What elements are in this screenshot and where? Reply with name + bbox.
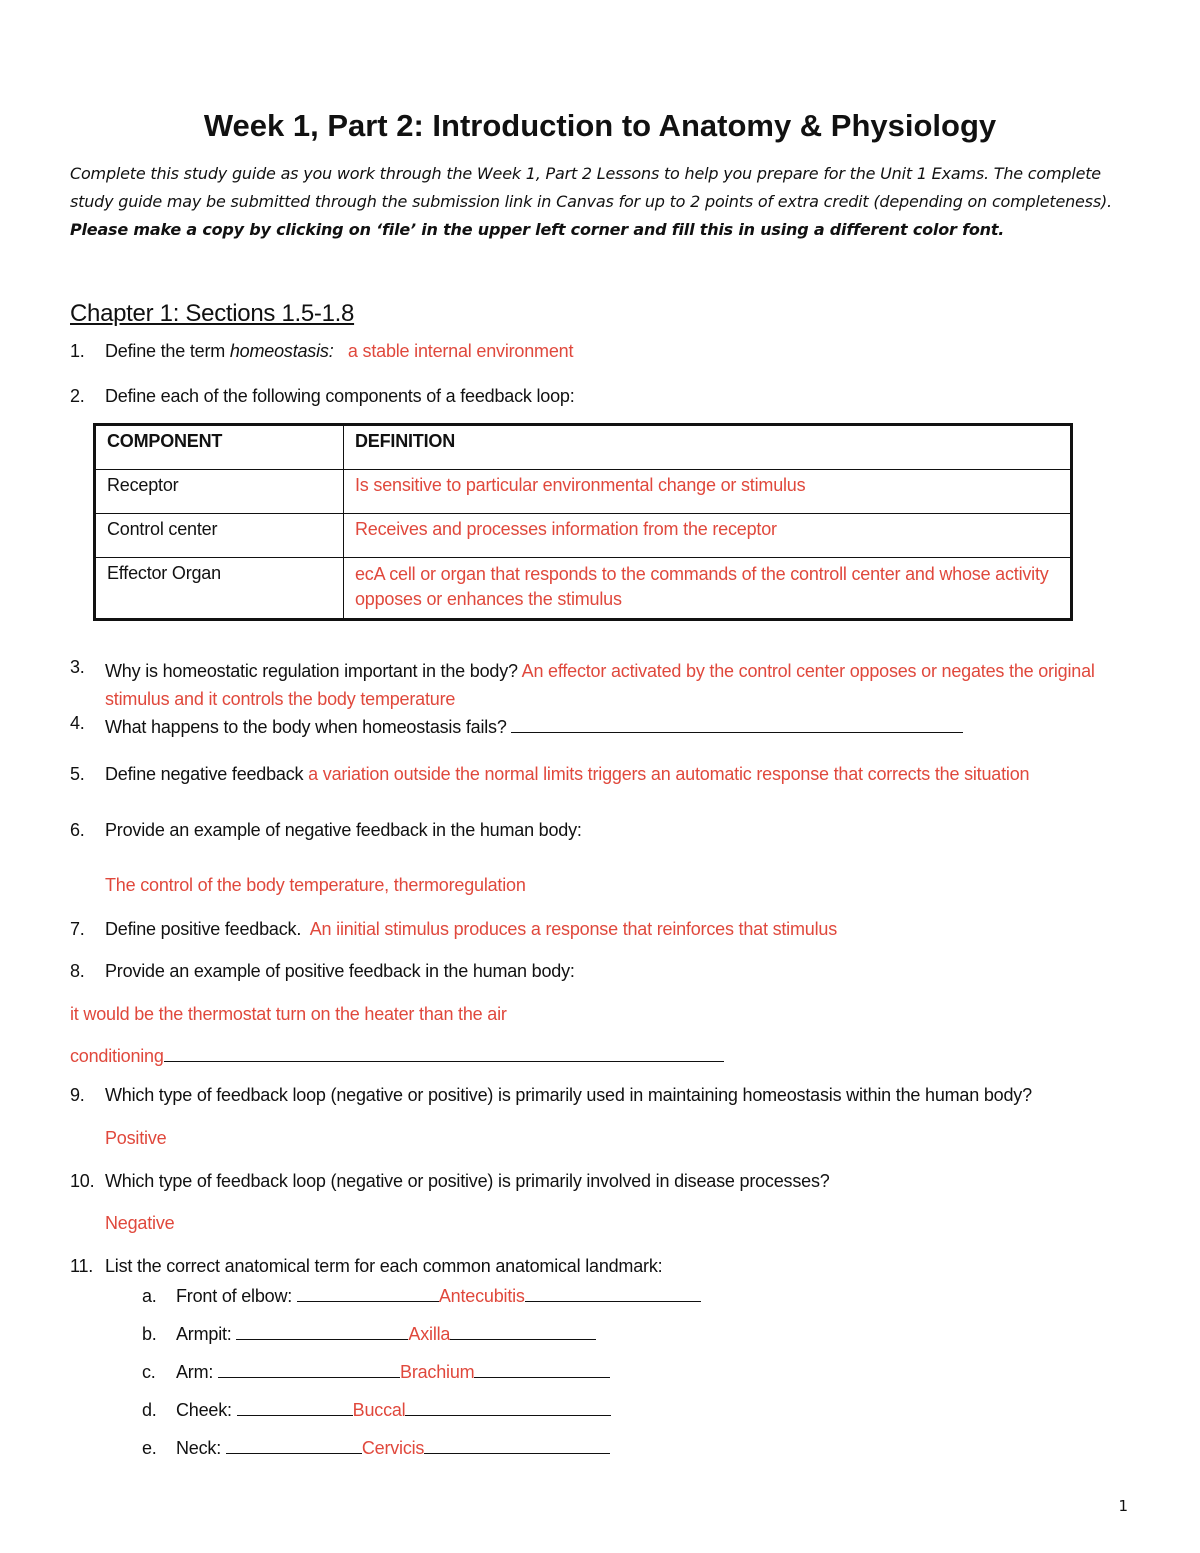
item-label: Armpit: [176, 1323, 232, 1344]
blank-answer-line [424, 1434, 610, 1454]
answer-text: it would be the thermostat turn on the heater than the air [70, 1004, 507, 1024]
question-number: 5. [70, 764, 85, 784]
answer-text: The control of the body temperature, thermoregulation [105, 875, 526, 895]
intro-instructions: Complete this study guide as you work through the Week 1, Part 2 Lessons to help you prepare for the Unit 1 Exams. The complete study guide may be submitted through the submission link in Canvas for up to 2 points of extra credit (depending on completeness). [70, 164, 1112, 211]
component-cell: Control center [95, 514, 344, 558]
item-letter: e. [142, 1437, 157, 1458]
question-number: 7. [70, 919, 85, 939]
answer-text: Brachium [400, 1361, 475, 1382]
question-number: 6. [70, 820, 85, 840]
question-prompt: What happens to the body when homeostasis fails? [105, 716, 507, 737]
definition-cell: Is sensitive to particular environmental change or stimulus [344, 470, 1072, 514]
answer-text: Antecubitis [438, 1285, 525, 1306]
answer-text: An effector activated by the control center opposes or negates the original stimulus and it controls the body temperature [105, 661, 1095, 709]
question-prompt: Provide an example of positive feedback in the human body: [105, 961, 575, 981]
question-prompt: Provide an example of negative feedback in the human body: [105, 820, 582, 840]
item-letter: d. [142, 1399, 157, 1420]
answer-text: a variation outside the normal limits triggers an automatic response that corrects the situation [308, 764, 1030, 784]
question-prompt: Define negative feedback [105, 764, 304, 784]
blank-answer-line [237, 1396, 353, 1416]
definition-cell: Receives and processes information from the receptor [344, 514, 1072, 558]
landmark-item-front-of-elbow [142, 1282, 701, 1307]
answer-text: conditioning [70, 1045, 164, 1066]
question-prompt: Define positive feedback. [105, 919, 302, 939]
blank-answer-line [218, 1358, 400, 1378]
item-letter: b. [142, 1323, 157, 1344]
blank-answer-line [525, 1282, 701, 1302]
question-number: 3. [70, 657, 85, 677]
answer-text: Axilla [408, 1323, 451, 1344]
item-label: Front of elbow: [176, 1285, 293, 1306]
component-cell: Effector Organ [95, 558, 344, 620]
landmark-item-cheek [142, 1396, 611, 1421]
question-prompt: Why is homeostatic regulation important in the body? [105, 661, 518, 681]
table-row [95, 514, 1072, 558]
column-header: COMPONENT [107, 431, 223, 451]
definition-cell: ecA cell or organ that responds to the commands of the controll center and whose activity opposes or enhances the stimulus [344, 558, 1072, 620]
answer-line-2 [70, 1042, 724, 1067]
blank-answer-line [511, 713, 963, 733]
item-label: Cheek: [176, 1399, 232, 1420]
blank-answer-line [164, 1042, 724, 1062]
answer-text: Negative [105, 1213, 175, 1233]
table-row [95, 470, 1072, 514]
answer-text: An iinitial stimulus produces a response that reinforces that stimulus [309, 919, 837, 939]
question-number: 1. [70, 341, 85, 361]
blank-answer-line [226, 1434, 362, 1454]
answer-text: Buccal [352, 1399, 406, 1420]
table-row [95, 558, 1072, 620]
item-letter: a. [142, 1285, 157, 1306]
answer-text: a stable internal environment [347, 341, 574, 361]
blank-answer-line [236, 1320, 408, 1340]
component-cell: Receptor [95, 470, 344, 514]
question-number: 11. [70, 1256, 94, 1276]
item-letter: c. [142, 1361, 156, 1382]
landmark-item-arm [142, 1358, 610, 1383]
chapter-heading: Chapter 1: Sections 1.5-1.8 [70, 300, 355, 327]
question-prompt: Define the term [105, 341, 230, 361]
landmark-item-armpit [142, 1320, 596, 1345]
landmark-item-neck [142, 1434, 610, 1459]
question-number: 10. [70, 1171, 95, 1191]
question-prompt: Which type of feedback loop (negative or positive) is primarily used in maintaining homeostasis within the human body? [105, 1085, 1032, 1105]
column-header: DEFINITION [355, 431, 455, 451]
question-prompt: Define each of the following components of a feedback loop: [105, 386, 575, 406]
question-prompt: Which type of feedback loop (negative or positive) is primarily involved in disease processes? [105, 1171, 830, 1191]
question-term: homeostasis: [229, 341, 334, 361]
question-number: 4. [70, 713, 85, 733]
answer-text: Positive [105, 1128, 167, 1148]
page-title: Week 1, Part 2: Introduction to Anatomy & Physiology [203, 108, 997, 143]
item-label: Neck: [176, 1437, 222, 1458]
blank-answer-line [405, 1396, 611, 1416]
page-number: 1 [1118, 1497, 1128, 1515]
feedback-loop-table [93, 423, 1073, 621]
answer-text: Cervicis [361, 1437, 425, 1458]
blank-answer-line [450, 1320, 596, 1340]
question-prompt: List the correct anatomical term for each common anatomical landmark: [105, 1256, 663, 1276]
question-number: 8. [70, 961, 85, 981]
question-number: 9. [70, 1085, 85, 1105]
blank-answer-line [474, 1358, 610, 1378]
intro-paragraph [70, 160, 1130, 244]
item-label: Arm: [176, 1361, 214, 1382]
blank-answer-line [297, 1282, 439, 1302]
intro-copy-instructions: Please make a copy by clicking on ‘file’ in the upper left corner and fill this in using a different color font. [70, 220, 1005, 239]
table-header-row [95, 425, 1072, 470]
question-number: 2. [70, 386, 85, 406]
